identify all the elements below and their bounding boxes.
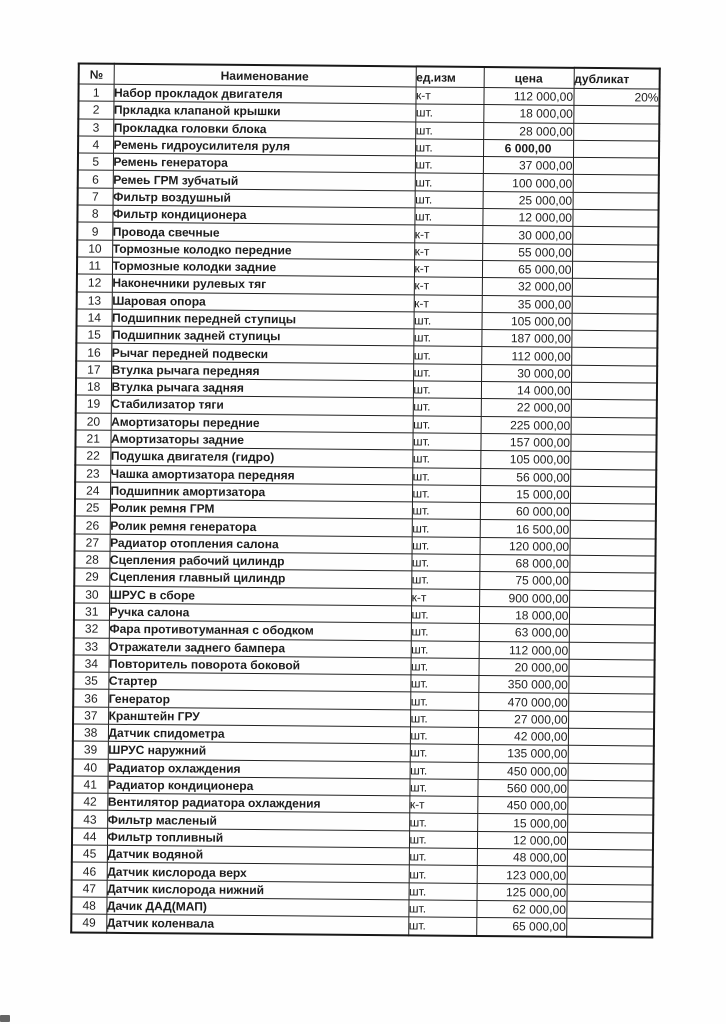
row-number-cell: 1 — [78, 84, 113, 102]
price-cell: 27 000,00 — [478, 710, 568, 728]
item-name-cell: Фильтр масленый — [107, 811, 409, 831]
duplicate-cell — [570, 521, 656, 539]
price-cell: 450 000,00 — [477, 797, 567, 815]
unit-cell: шт. — [410, 692, 478, 710]
price-cell: 22 000,00 — [481, 399, 571, 417]
unit-cell: шт. — [412, 502, 480, 520]
row-number-cell: 30 — [74, 586, 109, 604]
price-cell: 60 000,00 — [480, 503, 570, 521]
row-number-cell: 40 — [73, 759, 108, 777]
duplicate-cell — [570, 486, 656, 504]
row-number-cell: 34 — [73, 655, 108, 673]
duplicate-cell — [569, 590, 655, 608]
unit-cell: шт. — [415, 122, 483, 140]
duplicate-cell — [573, 192, 659, 210]
row-number-cell: 36 — [73, 689, 108, 707]
row-number-cell: 4 — [78, 136, 113, 154]
row-number-cell: 18 — [76, 378, 111, 396]
price-cell: 63 000,00 — [479, 624, 569, 642]
duplicate-cell — [567, 815, 653, 833]
unit-cell: шт. — [412, 537, 480, 555]
row-number-cell: 32 — [74, 620, 109, 638]
price-cell: 157 000,00 — [480, 433, 570, 451]
row-number-cell: 49 — [71, 914, 106, 932]
item-name-cell: Кранштейн ГРУ — [108, 707, 410, 727]
row-number-cell: 14 — [77, 309, 112, 327]
row-number-cell: 35 — [73, 672, 108, 690]
duplicate-cell — [570, 469, 656, 487]
column-header-num: № — [79, 63, 114, 84]
duplicate-cell — [567, 884, 653, 902]
duplicate-cell — [567, 780, 653, 798]
unit-cell: шт. — [409, 779, 477, 797]
row-number-cell: 19 — [76, 395, 111, 413]
price-cell: 35 000,00 — [482, 295, 572, 313]
price-cell: 56 000,00 — [480, 468, 570, 486]
row-number-cell: 7 — [78, 188, 113, 206]
unit-cell: шт. — [412, 450, 480, 468]
row-number-cell: 28 — [74, 551, 109, 569]
item-name-cell: Рычаг передней подвески — [111, 344, 413, 364]
unit-cell: шт. — [413, 346, 481, 364]
duplicate-cell — [568, 763, 654, 781]
row-number-cell: 46 — [72, 862, 107, 880]
row-number-cell: 17 — [76, 361, 111, 379]
unit-cell: шт. — [408, 900, 476, 918]
price-cell: 37 000,00 — [483, 157, 573, 175]
duplicate-cell — [567, 867, 653, 885]
price-cell: 225 000,00 — [481, 416, 571, 434]
price-cell: 14 000,00 — [481, 382, 571, 400]
item-name-cell: Датчик кислорода нижний — [107, 880, 409, 900]
item-name-cell: Прокладка головки блока — [113, 119, 415, 139]
price-cell: 105 000,00 — [481, 312, 571, 330]
item-name-cell: Шаровая опора — [112, 292, 414, 312]
duplicate-cell — [569, 607, 655, 625]
unit-cell: к-т — [414, 243, 482, 261]
unit-cell: шт. — [412, 433, 480, 451]
row-number-cell: 41 — [72, 776, 107, 794]
duplicate-cell — [567, 832, 653, 850]
unit-cell: шт. — [415, 191, 483, 209]
duplicate-cell — [569, 624, 655, 642]
duplicate-cell — [570, 503, 656, 521]
row-number-cell: 15 — [76, 326, 111, 344]
duplicate-cell — [573, 123, 659, 141]
duplicate-cell — [571, 417, 657, 435]
row-number-cell: 23 — [75, 465, 110, 483]
price-cell: 100 000,00 — [483, 174, 573, 192]
item-name-cell: Ручка салона — [109, 603, 411, 623]
duplicate-cell — [568, 659, 654, 677]
unit-cell: шт. — [412, 485, 480, 503]
price-cell: 30 000,00 — [482, 226, 572, 244]
price-cell: 18 000,00 — [483, 105, 573, 123]
row-number-cell: 31 — [74, 603, 109, 621]
unit-cell: шт. — [409, 883, 477, 901]
row-number-cell: 8 — [77, 205, 112, 223]
price-cell: 55 000,00 — [482, 243, 572, 261]
unit-cell: шт. — [413, 416, 481, 434]
price-cell: 112 000,00 — [479, 641, 569, 659]
row-number-cell: 5 — [78, 153, 113, 171]
table-body — [71, 84, 659, 937]
duplicate-cell — [566, 901, 652, 919]
unit-cell: шт. — [411, 554, 479, 572]
row-number-cell: 10 — [77, 240, 112, 258]
unit-cell: шт. — [413, 398, 481, 416]
duplicate-cell — [570, 452, 656, 470]
row-number-cell: 16 — [76, 343, 111, 361]
unit-cell: к-т — [414, 260, 482, 278]
column-header-dup: дубликат — [574, 68, 660, 89]
item-name-cell: Пркладка клапаной крышки — [113, 102, 415, 122]
column-header-price: цена — [484, 67, 574, 88]
item-name-cell: Ролик ремня генератора — [110, 517, 412, 537]
unit-cell: к-т — [414, 277, 482, 295]
unit-cell: шт. — [412, 467, 480, 485]
price-cell: 15 000,00 — [477, 814, 567, 832]
unit-cell: шт. — [409, 813, 477, 831]
duplicate-cell — [570, 434, 656, 452]
duplicate-cell — [573, 175, 659, 193]
item-name-cell: Сцепления главный цилиндр — [109, 569, 411, 589]
row-number-cell: 20 — [76, 413, 111, 431]
unit-cell: шт. — [413, 381, 481, 399]
unit-cell: к-т — [411, 589, 479, 607]
item-name-cell: Датчик водяной — [107, 845, 409, 865]
item-name-cell: Подшипник задней ступицы — [111, 326, 413, 346]
duplicate-cell — [572, 296, 658, 314]
row-number-cell: 38 — [73, 724, 108, 742]
duplicate-cell — [568, 694, 654, 712]
item-name-cell: Дачик ДАД(МАП) — [106, 897, 408, 917]
row-number-cell: 33 — [74, 637, 109, 655]
unit-cell: шт. — [412, 519, 480, 537]
unit-cell: шт. — [410, 761, 478, 779]
duplicate-cell — [572, 227, 658, 245]
row-number-cell: 47 — [72, 880, 107, 898]
item-name-cell: Радиатор отопления салона — [110, 534, 412, 554]
unit-cell: шт. — [411, 640, 479, 658]
price-cell: 42 000,00 — [478, 727, 568, 745]
price-cell: 65 000,00 — [482, 260, 572, 278]
price-cell: 48 000,00 — [477, 849, 567, 867]
item-name-cell: Ролик ремня ГРМ — [110, 499, 412, 519]
price-table-grid — [70, 62, 661, 938]
item-name-cell: Амортизаторы задние — [110, 430, 412, 450]
unit-cell: шт. — [410, 744, 478, 762]
duplicate-cell: 20% — [573, 88, 659, 106]
duplicate-cell — [571, 382, 657, 400]
duplicate-cell — [571, 313, 657, 331]
item-name-cell: Втулка рычага задняя — [111, 378, 413, 398]
duplicate-cell — [571, 400, 657, 418]
unit-cell: шт. — [408, 917, 476, 935]
duplicate-cell — [571, 365, 657, 383]
row-number-cell: 22 — [75, 447, 110, 465]
row-number-cell: 42 — [72, 793, 107, 811]
duplicate-cell — [569, 555, 655, 573]
row-number-cell: 3 — [78, 119, 113, 137]
item-name-cell: Отражатели заднего бампера — [109, 638, 411, 658]
row-number-cell: 21 — [75, 430, 110, 448]
duplicate-cell — [568, 676, 654, 694]
unit-cell: шт. — [410, 727, 478, 745]
unit-cell: к-т — [409, 796, 477, 814]
price-cell: 30 000,00 — [481, 364, 571, 382]
price-cell: 28 000,00 — [483, 122, 573, 140]
unit-cell: шт. — [411, 606, 479, 624]
duplicate-cell — [569, 642, 655, 660]
price-cell: 16 500,00 — [480, 520, 570, 538]
unit-cell: шт. — [415, 139, 483, 157]
unit-cell: к-т — [415, 87, 483, 105]
duplicate-cell — [566, 919, 652, 938]
item-name-cell: Стабилизатор тяги — [111, 396, 413, 416]
unit-cell: к-т — [414, 225, 482, 243]
item-name-cell: Втулка рычага передняя — [111, 361, 413, 381]
price-cell: 187 000,00 — [481, 330, 571, 348]
item-name-cell: Чашка амортизатора передняя — [110, 465, 412, 485]
price-cell: 450 000,00 — [478, 762, 568, 780]
item-name-cell: ШРУС в сборе — [109, 586, 411, 606]
price-cell: 120 000,00 — [480, 537, 570, 555]
column-header-unit: ед.изм — [416, 66, 484, 87]
price-cell: 105 000,00 — [480, 451, 570, 469]
item-name-cell: Стартер — [108, 672, 410, 692]
price-cell: 18 000,00 — [479, 606, 569, 624]
row-number-cell: 43 — [72, 810, 107, 828]
duplicate-cell — [571, 330, 657, 348]
unit-cell: шт. — [409, 865, 477, 883]
item-name-cell: Фара противотуманная с ободком — [109, 620, 411, 640]
unit-cell: шт. — [410, 675, 478, 693]
price-cell: 15 000,00 — [480, 485, 570, 503]
item-name-cell: Датчик коленвала — [106, 915, 408, 935]
item-name-cell: Сцепления рабочий цилиндр — [109, 551, 411, 571]
price-table — [70, 62, 659, 938]
item-name-cell: Радиатор охлаждения — [108, 759, 410, 779]
price-cell: 135 000,00 — [478, 745, 568, 763]
unit-cell: шт. — [414, 208, 482, 226]
duplicate-cell — [568, 728, 654, 746]
column-header-name: Наименование — [114, 64, 416, 87]
duplicate-cell — [573, 106, 659, 124]
row-number-cell: 48 — [71, 897, 106, 915]
price-cell: 112 000,00 — [481, 347, 571, 365]
duplicate-cell — [567, 849, 653, 867]
row-number-cell: 2 — [78, 101, 113, 119]
price-cell: 68 000,00 — [479, 555, 569, 573]
duplicate-cell — [573, 157, 659, 175]
item-name-cell: Подшипник передней ступицы — [112, 309, 414, 329]
row-number-cell: 37 — [73, 707, 108, 725]
item-name-cell: Подушка двигателя (гидро) — [110, 448, 412, 468]
duplicate-cell — [572, 244, 658, 262]
unit-cell: шт. — [415, 156, 483, 174]
unit-cell: шт. — [413, 364, 481, 382]
price-cell: 125 000,00 — [477, 883, 567, 901]
item-name-cell: Набор прокладок двигателя — [113, 84, 415, 104]
price-cell: 65 000,00 — [476, 918, 566, 937]
unit-cell: шт. — [415, 104, 483, 122]
row-number-cell: 12 — [77, 274, 112, 292]
price-cell: 350 000,00 — [478, 676, 568, 694]
item-name-cell: Амортизаторы передние — [111, 413, 413, 433]
unit-cell: шт. — [409, 831, 477, 849]
price-cell: 900 000,00 — [479, 589, 569, 607]
price-cell: 62 000,00 — [476, 900, 566, 918]
price-cell: 12 000,00 — [477, 831, 567, 849]
row-number-cell: 24 — [75, 482, 110, 500]
item-name-cell: Ремень генератора — [113, 153, 415, 173]
row-number-cell: 29 — [74, 568, 109, 586]
row-number-cell: 44 — [72, 828, 107, 846]
unit-cell: шт. — [411, 623, 479, 641]
unit-cell: шт. — [410, 710, 478, 728]
item-name-cell: Фильтр воздушный — [113, 188, 415, 208]
row-number-cell: 13 — [77, 292, 112, 310]
item-name-cell: Датчик спидометра — [108, 724, 410, 744]
item-name-cell: Фильтр кондиционера — [112, 205, 414, 225]
duplicate-cell — [567, 797, 653, 815]
unit-cell: шт. — [410, 658, 478, 676]
item-name-cell: Вентилятор радиатора охлаждения — [107, 793, 409, 813]
duplicate-cell — [572, 261, 658, 279]
duplicate-cell — [568, 711, 654, 729]
duplicate-cell — [568, 746, 654, 764]
row-number-cell: 6 — [78, 170, 113, 188]
item-name-cell: Тормозные колодко передние — [112, 240, 414, 260]
price-cell: 470 000,00 — [478, 693, 568, 711]
unit-cell: шт. — [411, 571, 479, 589]
item-name-cell: Датчик кислорода верх — [107, 863, 409, 883]
unit-cell: шт. — [413, 312, 481, 330]
duplicate-cell — [572, 209, 658, 227]
row-number-cell: 27 — [75, 534, 110, 552]
unit-cell: шт. — [413, 329, 481, 347]
price-cell: 6 000,00 — [483, 139, 573, 157]
item-name-cell: Подшипник амортизатора — [110, 482, 412, 502]
row-number-cell: 11 — [77, 257, 112, 275]
unit-cell: шт. — [409, 848, 477, 866]
price-cell: 75 000,00 — [479, 572, 569, 590]
duplicate-cell — [569, 573, 655, 591]
price-cell: 112 000,00 — [483, 88, 573, 106]
item-name-cell: Повторитель поворота боковой — [108, 655, 410, 675]
unit-cell: к-т — [414, 294, 482, 312]
item-name-cell: Радиатор кондиционера — [107, 776, 409, 796]
price-cell: 123 000,00 — [477, 866, 567, 884]
scan-artifact-mark — [0, 1015, 10, 1022]
duplicate-cell — [573, 140, 659, 158]
row-number-cell: 39 — [73, 741, 108, 759]
item-name-cell: Генератор — [108, 690, 410, 710]
row-number-cell: 26 — [75, 516, 110, 534]
duplicate-cell — [571, 348, 657, 366]
price-cell: 20 000,00 — [478, 658, 568, 676]
table-row — [71, 914, 652, 937]
item-name-cell: Наконечники рулевых тяг — [112, 275, 414, 295]
row-number-cell: 9 — [77, 222, 112, 240]
duplicate-cell — [572, 279, 658, 297]
duplicate-cell — [570, 538, 656, 556]
item-name-cell: Ремеь ГРМ зубчатый — [113, 171, 415, 191]
item-name-cell: Провода свечные — [112, 223, 414, 243]
row-number-cell: 25 — [75, 499, 110, 517]
item-name-cell: Фильтр топливный — [107, 828, 409, 848]
row-number-cell: 45 — [72, 845, 107, 863]
item-name-cell: Ремень гидроусилителя руля — [113, 136, 415, 156]
price-cell: 560 000,00 — [477, 779, 567, 797]
price-cell: 12 000,00 — [482, 209, 572, 227]
item-name-cell: Тормозные колодки задние — [112, 257, 414, 277]
unit-cell: шт. — [415, 173, 483, 191]
item-name-cell: ШРУС наружний — [108, 742, 410, 762]
price-cell: 25 000,00 — [483, 191, 573, 209]
price-cell: 32 000,00 — [482, 278, 572, 296]
